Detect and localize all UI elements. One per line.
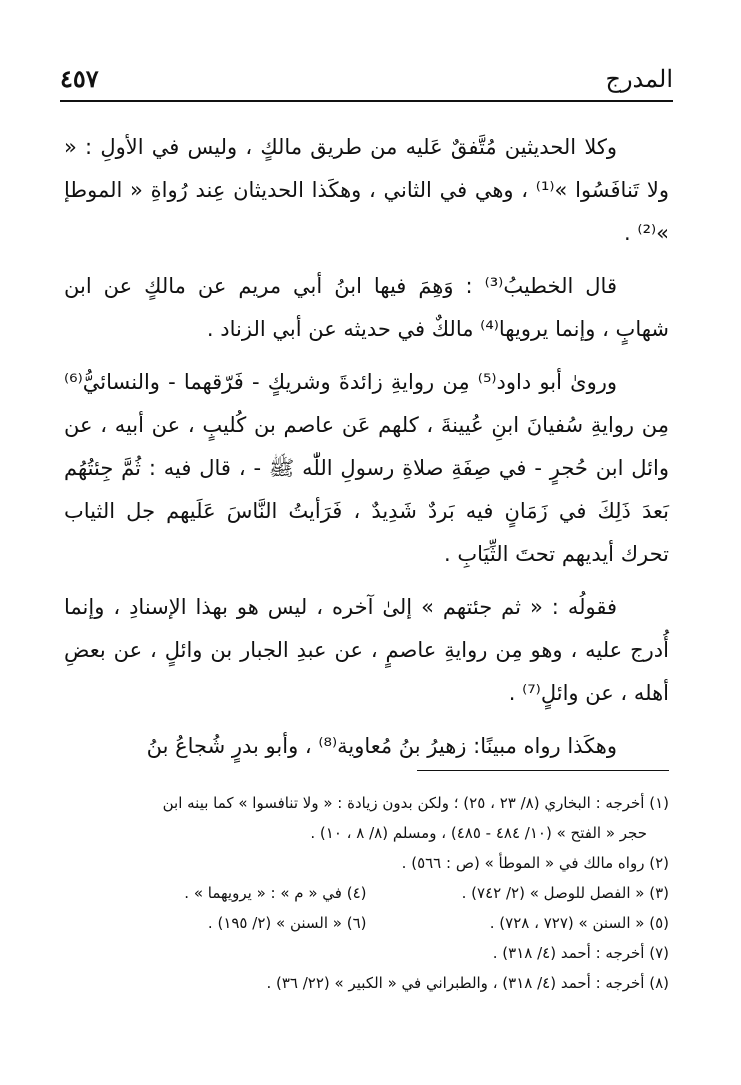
footnote-5: (٥) « السنن » (٧٢٧ ، ٧٢٨) . xyxy=(489,914,669,932)
paragraph-5: وهكَذا رواه مبينًا: زهيرُ بنُ مُعاوية⁽⁸⁾ ، وأبو بدرٍ شُجاعُ بنُ xyxy=(146,734,617,758)
footnote-6: (٦) « السنن » (٢/ ١٩٥) . xyxy=(207,914,367,932)
header-rule xyxy=(60,100,673,102)
footnote-2: (٢) رواه مالك في « الموطأ » (ص : ٥٦٦) . xyxy=(401,854,669,872)
page-header xyxy=(60,60,673,100)
footnote-1-line-2: حجر « الفتح » (١٠/ ٤٨٤ - ٤٨٥) ، ومسلم (٨/ ٨ ، ١٠) . xyxy=(310,824,647,842)
main-text xyxy=(64,126,669,768)
footnote-row-5-6 xyxy=(64,908,669,938)
page-number: ٤٥٧ xyxy=(60,64,99,93)
running-title: المدرج xyxy=(605,65,673,93)
footnote-7: (٧) أخرجه : أحمد (٤/ ٣١٨) . xyxy=(492,944,669,962)
footnote-1-line-1: (١) أخرجه : البخاري (٨/ ٢٣ ، ٢٥) ؛ ولكن بدون زيادة : « ولا تنافسوا » كما بينه ابن xyxy=(162,794,669,812)
footnote-row-3-4 xyxy=(64,878,669,908)
paragraph-2: قال الخطيبُ⁽³⁾ : وَهِمَ فيها ابنُ أبي مريم عن مالكٍ عن ابن شهابٍ ، وإنما يرويها⁽⁴⁾ مالكٌ في حديثه عن أبي الزناد . xyxy=(64,274,669,341)
paragraph-3: وروىٰ أبو داود⁽⁵⁾ مِن روايةِ زائدةَ وشريكٍ - فَرّقهما - والنسائيُّ⁽⁶⁾ مِن روايةِ سُفيانَ ابنِ عُيينةَ ، كلهم عَن عاصم بن كُليبٍ ، عن أبيه ، عن وائل ابن حُجرٍ - في صِفَةِ صلاةِ رسولِ اللّٰه ﷺ - ، قال فيه : ثُمَّ جِئتُهُم بَعدَ ذَلِكَ في زَمَانٍ فيه بَردٌ شَدِيدٌ ، فَرَأيتُ النَّاسَ عَلَيهم جل الثياب تحرك أيديهم تحتَ الثِّيَابِ . xyxy=(64,370,669,566)
footnote-3: (٣) « الفصل للوصل » (٢/ ٧٤٢) . xyxy=(461,884,669,902)
footnote-8: (٨) أخرجه : أحمد (٤/ ٣١٨) ، والطبراني في « الكبير » (٢٢/ ٣٦) . xyxy=(266,974,669,992)
footnotes xyxy=(64,788,669,998)
paragraph-4: فقولُه : « ثم جئتهم » إلىٰ آخره ، ليس هو بهذا الإسنادِ ، وإنما أُدرج عليه ، وهو مِن روايةِ عاصمٍ ، عن عبدِ الجبار بن وائلٍ ، عن بعضِ أهله ، عن وائلٍ⁽⁷⁾ . xyxy=(64,595,669,705)
footnote-4: (٤) في « م » : « يرويهما » . xyxy=(184,884,367,902)
footnote-separator xyxy=(417,770,669,771)
paragraph-1: وكلا الحديثين مُتَّفقٌ عَليه من طريق مالكٍ ، وليس في الأولِ : « ولا تَنافَسُوا »⁽¹⁾ ، وهي في الثاني ، وهكَذا الحديثان عِند رُواةِ « الموطإ »⁽²⁾ . xyxy=(64,135,669,245)
